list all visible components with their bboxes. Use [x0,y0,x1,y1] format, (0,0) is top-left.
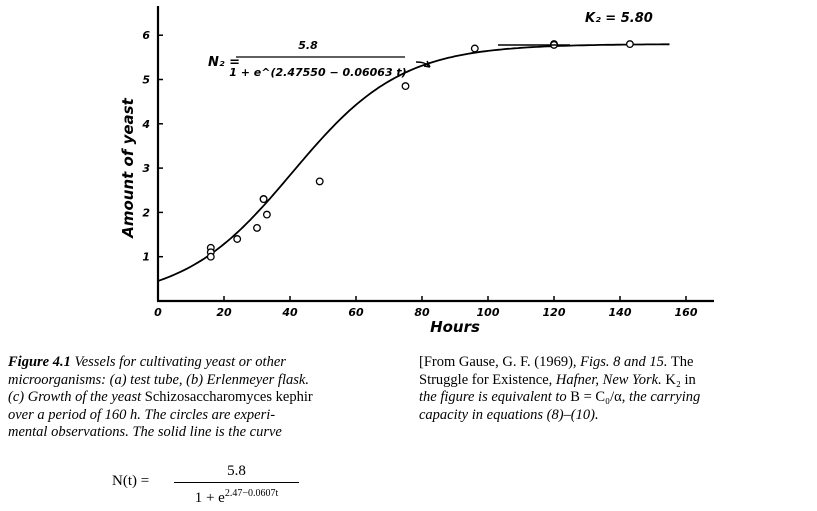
x-tick-label: 160 [674,306,698,319]
data-point [316,178,323,185]
formula-fraction-bar [174,482,299,483]
chart-ticks [141,29,697,319]
species-name: Schizosaccharomyces kephir [144,389,313,406]
k2-annotation: K₂ = 5.80 [585,11,653,26]
caption-text: [From Gause, G. F. (1969), [419,354,581,370]
caption-text: Vessels for cultivating yeast or other [70,354,286,370]
caption-line: capacity in equations (8)–(10). [419,406,599,423]
y-axis-title: Amount of yeast [119,98,137,238]
formula-numerator: 5.8 [227,463,246,479]
data-point [234,236,241,243]
logistic-formula [112,461,312,505]
data-point [260,196,267,203]
caption-text: Hafner, New York. [555,371,662,388]
caption-text: The [667,354,694,370]
formula-fraction [174,461,299,504]
data-point [254,225,261,232]
caption-text: Struggle for Existence, [419,371,556,388]
formula-exponent: 2.47−0.0607t [224,488,279,499]
x-tick-label: 0 [154,306,162,319]
caption-line [419,389,700,407]
x-tick-label: 40 [282,306,298,319]
caption-line: over a period of 160 h. The circles are experi- [8,406,276,423]
formula-den-base: 1 + e [194,490,225,506]
data-point [627,41,634,48]
x-axis-title: Hours [430,318,480,336]
x-tick-label: 120 [542,306,566,319]
y-tick-label: 4 [142,117,150,131]
y-tick-label: 6 [142,29,150,43]
caption-right [419,354,700,424]
caption-line [8,389,313,407]
formula-lhs: N(t) = [112,473,150,489]
y-tick-label: 2 [142,206,150,220]
equation-numerator: 5.8 [298,39,318,52]
equation-lhs: N₂ = [208,55,240,70]
caption-text: the figure is equivalent to [419,389,571,406]
caption-line [419,354,700,372]
y-tick-label: 3 [142,162,150,176]
x-tick-label: 140 [608,306,632,319]
caption-left [8,354,313,442]
equation-denominator: 1 + e^(2.47550 − 0.06063 t) [229,66,407,79]
data-point [264,211,271,218]
y-tick-label: 1 [142,250,150,264]
formula-denominator [174,484,299,504]
x-tick-label: 80 [414,306,430,319]
caption-text: B = C₀/α, [570,389,626,406]
caption-line [419,372,700,390]
figure-label: Figure 4.1 [8,354,71,370]
caption-text: (c) Growth of the yeast [8,389,145,406]
x-tick-label: 20 [216,306,232,319]
y-tick-label: 5 [142,73,150,87]
chart-axes [157,6,714,301]
caption-text: Figs. 8 and 15. [580,354,668,370]
caption-line: mental observations. The solid line is the curve [8,424,282,441]
curve-layer [158,44,670,281]
data-point [402,83,409,90]
caption-line [8,354,313,372]
caption-text: K₂ in [661,371,696,388]
data-point [208,253,215,260]
fitted-curve-line [158,44,670,281]
x-tick-label: 100 [476,306,500,319]
caption-text: the carrying [625,389,701,406]
x-tick-label: 60 [348,306,364,319]
data-point [472,45,479,52]
caption-line: microorganisms: (a) test tube, (b) Erlenmeyer flask. [8,371,309,388]
